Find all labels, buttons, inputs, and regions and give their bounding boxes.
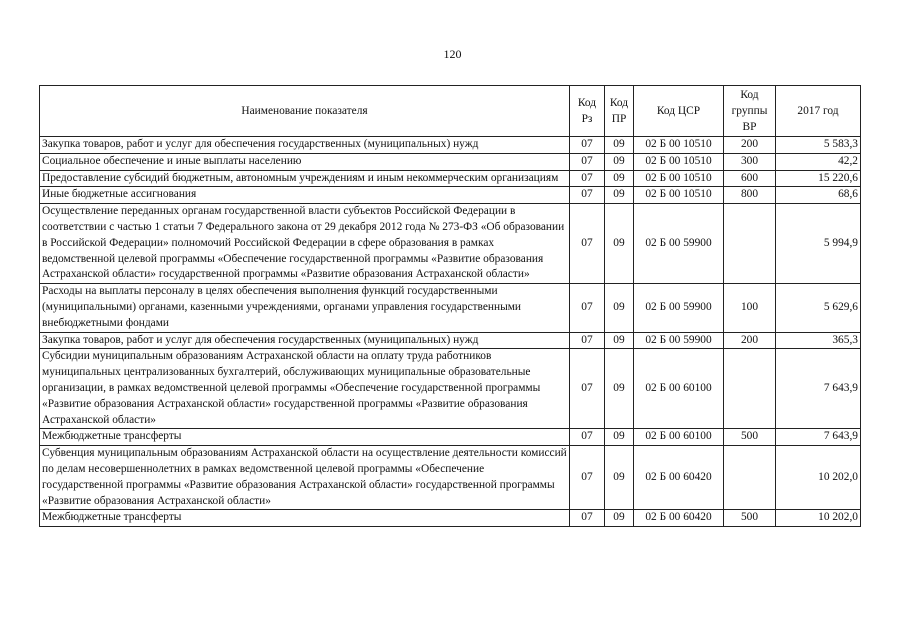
row-pr: 09 xyxy=(605,429,634,446)
row-name: Иные бюджетные ассигнования xyxy=(40,187,570,204)
row-amount: 5 994,9 xyxy=(776,204,861,284)
row-vr: 300 xyxy=(724,153,776,170)
row-amount: 5 583,3 xyxy=(776,137,861,154)
row-pr: 09 xyxy=(605,153,634,170)
table-row xyxy=(40,332,861,349)
header-name: Наименование показателя xyxy=(40,86,570,137)
row-amount: 15 220,6 xyxy=(776,170,861,187)
table-row xyxy=(40,204,861,284)
row-csr: 02 Б 00 59900 xyxy=(634,204,724,284)
header-csr: Код ЦСР xyxy=(634,86,724,137)
table-row xyxy=(40,446,861,510)
row-pr: 09 xyxy=(605,170,634,187)
row-name: Закупка товаров, работ и услуг для обеспечения государственных (муниципальных) нужд xyxy=(40,137,570,154)
row-csr: 02 Б 00 60420 xyxy=(634,446,724,510)
row-vr xyxy=(724,446,776,510)
row-pr: 09 xyxy=(605,137,634,154)
row-amount: 42,2 xyxy=(776,153,861,170)
row-vr: 200 xyxy=(724,332,776,349)
row-vr: 500 xyxy=(724,429,776,446)
row-amount: 7 643,9 xyxy=(776,429,861,446)
row-name: Межбюджетные трансферты xyxy=(40,510,570,527)
row-amount: 5 629,6 xyxy=(776,284,861,332)
table-row xyxy=(40,187,861,204)
row-amount: 365,3 xyxy=(776,332,861,349)
row-pr: 09 xyxy=(605,446,634,510)
table-row xyxy=(40,510,861,527)
row-pr: 09 xyxy=(605,204,634,284)
row-rz: 07 xyxy=(570,349,605,429)
row-rz: 07 xyxy=(570,137,605,154)
row-name: Расходы на выплаты персоналу в целях обеспечения выполнения функций государственными (муниципальными) органами, казенными учреждениями, органами управления государственными внебюджетными фондами xyxy=(40,284,570,332)
row-amount: 68,6 xyxy=(776,187,861,204)
table-row xyxy=(40,349,861,429)
header-pr: Код ПР xyxy=(605,86,634,137)
row-vr: 500 xyxy=(724,510,776,527)
row-rz: 07 xyxy=(570,153,605,170)
row-csr: 02 Б 00 10510 xyxy=(634,153,724,170)
row-rz: 07 xyxy=(570,204,605,284)
row-vr: 800 xyxy=(724,187,776,204)
table-header-row xyxy=(40,86,861,137)
row-csr: 02 Б 00 10510 xyxy=(634,187,724,204)
row-csr: 02 Б 00 60100 xyxy=(634,429,724,446)
row-name: Субвенция муниципальным образованиям Астраханской области на осуществление деятельности комиссий по делам несовершеннолетних в рамках ведомственной целевой программы «Обеспечение государственной программы «Развитие образования Астраханской области» государственной программы «Развитие образования Астраханской области» xyxy=(40,446,570,510)
row-csr: 02 Б 00 10510 xyxy=(634,137,724,154)
row-pr: 09 xyxy=(605,284,634,332)
row-pr: 09 xyxy=(605,332,634,349)
row-csr: 02 Б 00 60100 xyxy=(634,349,724,429)
header-rz: Код Рз xyxy=(570,86,605,137)
row-csr: 02 Б 00 59900 xyxy=(634,332,724,349)
row-amount: 10 202,0 xyxy=(776,510,861,527)
row-csr: 02 Б 00 10510 xyxy=(634,170,724,187)
table-row xyxy=(40,137,861,154)
row-rz: 07 xyxy=(570,429,605,446)
row-amount: 7 643,9 xyxy=(776,349,861,429)
row-rz: 07 xyxy=(570,446,605,510)
row-name: Субсидии муниципальным образованиям Астраханской области на оплату труда работников муниципальных централизованных бухгалтерий, обслуживающих муниципальные образовательные организации, в рамках ведомственной целевой программы «Обеспечение государственной программы «Развитие образования Астраханской области» государственной программы «Развитие образования Астраханской области» xyxy=(40,349,570,429)
row-rz: 07 xyxy=(570,187,605,204)
row-name: Социальное обеспечение и иные выплаты населению xyxy=(40,153,570,170)
row-rz: 07 xyxy=(570,284,605,332)
row-pr: 09 xyxy=(605,349,634,429)
table-row xyxy=(40,284,861,332)
row-vr: 100 xyxy=(724,284,776,332)
row-name: Закупка товаров, работ и услуг для обеспечения государственных (муниципальных) нужд xyxy=(40,332,570,349)
header-vr: Код группы ВР xyxy=(724,86,776,137)
row-vr xyxy=(724,349,776,429)
budget-table xyxy=(39,85,861,527)
table-row xyxy=(40,153,861,170)
table-row xyxy=(40,429,861,446)
row-vr xyxy=(724,204,776,284)
row-amount: 10 202,0 xyxy=(776,446,861,510)
row-vr: 200 xyxy=(724,137,776,154)
row-name: Предоставление субсидий бюджетным, автономным учреждениям и иным некоммерческим организациям xyxy=(40,170,570,187)
row-pr: 09 xyxy=(605,510,634,527)
table-row xyxy=(40,170,861,187)
page-number: 120 xyxy=(443,47,462,61)
header-amount: 2017 год xyxy=(776,86,861,137)
row-rz: 07 xyxy=(570,170,605,187)
row-name: Межбюджетные трансферты xyxy=(40,429,570,446)
row-csr: 02 Б 00 59900 xyxy=(634,284,724,332)
row-rz: 07 xyxy=(570,332,605,349)
row-csr: 02 Б 00 60420 xyxy=(634,510,724,527)
row-vr: 600 xyxy=(724,170,776,187)
row-rz: 07 xyxy=(570,510,605,527)
row-pr: 09 xyxy=(605,187,634,204)
row-name: Осуществление переданных органам государственной власти субъектов Российской Федерации в соответствии с частью 1 статьи 7 Федерального закона от 29 декабря 2012 года № 273-ФЗ «Об образовании в Российской Федерации» полномочий Российской Федерации в сфере образования в рамках ведомственной целевой программы «Обеспечение государственной программы «Развитие образования Астраханской области» государственной программы «Развитие образования Астраханской области» xyxy=(40,204,570,284)
